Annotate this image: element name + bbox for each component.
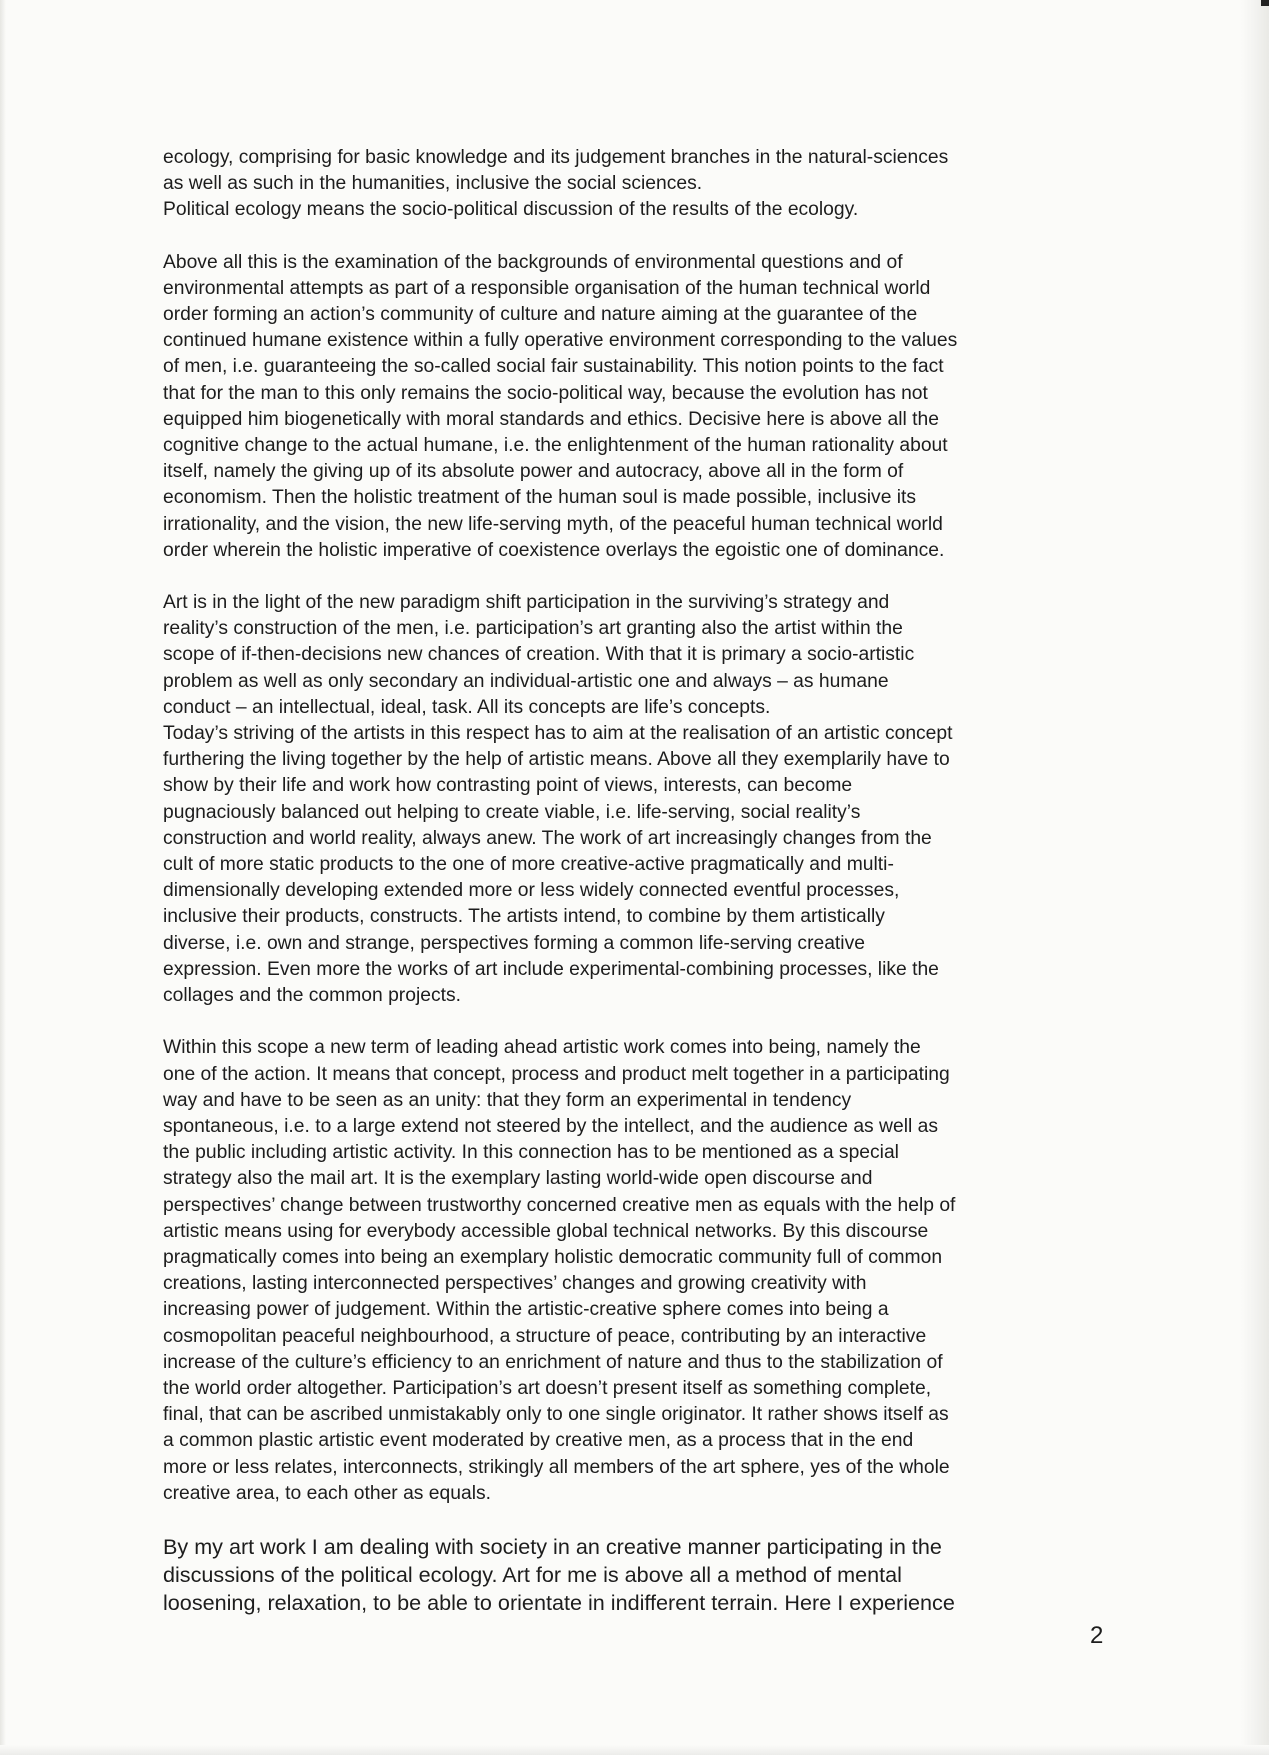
paragraph-gap <box>163 224 1108 250</box>
page-bottom-edge <box>0 1745 1269 1755</box>
page-edge-right <box>1241 0 1269 1755</box>
paragraph-art-paradigm-shift: Art is in the light of the new paradigm shift participation in the surviving’s strategy and reality’s construction of the men, i.e. participation’s art granting also the artist within the scope of if-then-decisions new chances of creation. With that it is primary a socio-artistic problem as well as only secondary an individual-artistic one and always – as humane conduct – an intellectual, ideal, task. All its concepts are life’s concepts. Today’s striving of the artists in this respect has to aim at the realisation of an artistic concept furthering the living together by the help of artistic means. Above all they exemplarily have to show by their life and work how contrasting point of views, interests, can become pugnaciously balanced out helping to create viable, i.e. life-serving, social reality’s construction and world reality, always anew. The work of art increasingly changes from the cult of more static products to the one of more creative-active pragmatically and multi- dimensionally developing extended more or less widely connected eventful processes, inclusive their products, constructs. The artists intend, to combine by them artistically diverse, i.e. own and strange, perspectives forming a common life-serving creative expression. Even more the works of art include experimental-combining processes, like the collages and the common projects. <box>163 592 953 1007</box>
paragraph-ecology: ecology, comprising for basic knowledge and its judgement branches in the natural-sciences as well as such in the humanities, inclusive the social sciences. Political ecology means the socio-political discussion of the results of the ecology. <box>163 147 949 221</box>
paragraph-gap <box>163 564 1108 590</box>
page-number: 2 <box>1090 1622 1104 1649</box>
paragraph-gap <box>163 1009 1108 1035</box>
scan-corner-mark <box>1261 0 1269 6</box>
paragraph-action-mail-art: Within this scope a new term of leading ahead artistic work comes into being, namely the one of the action. It means that concept, process and product melt together in a participating way and have to be seen as an unity: that they form an experimental in tendency spontaneous, i.e. to a large extend not steered by the intellect, and the audience as well as the public including artistic activity. In this connection has to be mentioned as a special strategy also the mail art. It is the exemplary lasting world-wide open discourse and perspectives’ change between trustworthy concerned creative men as equals with the help of artistic means using for everybody accessible global technical networks. By this discourse pragmatically comes into being an exemplary holistic democratic community full of common creations, lasting interconnected perspectives’ changes and growing creativity with increasing power of judgement. Within the artistic-creative sphere comes into being a cosmopolitan peaceful neighbourhood, a structure of peace, contributing by an interactive increase of the culture’s efficiency to an enrichment of nature and thus to the stabilization of the world order altogether. Participation’s art doesn’t present itself as something complete, final, that can be ascribed unmistakably only to one single originator. It rather shows itself as a common plastic artistic event moderated by creative men, as a process that in the end more or less relates, interconnects, strikingly all members of the art sphere, yes of the whole creative area, to each other as equals. <box>163 1037 956 1504</box>
paragraph-gap <box>163 1507 1108 1533</box>
document-body <box>163 145 1108 1618</box>
paragraph-environmental-questions: Above all this is the examination of the backgrounds of environmental questions and of environmental attempts as part of a responsible organisation of the human technical world order forming an action’s community of culture and nature aiming at the guarantee of the continued humane existence within a fully operative environment corresponding to the values of men, i.e. guaranteeing the so-called social fair sustainability. This notion points to the fact that for the man to this only remains the socio-political way, because the evolution has not equipped him biogenetically with moral standards and ethics. Decisive here is above all the cognitive change to the actual humane, i.e. the enlightenment of the human rationality about itself, namely the giving up of its absolute power and autocracy, above all in the form of economism. Then the holistic treatment of the human soul is made possible, inclusive its irrationality, and the vision, the new life-serving myth, of the peaceful human technical world order wherein the holistic imperative of coexistence overlays the egoistic one of dominance. <box>163 251 958 561</box>
page-edge-left <box>0 0 6 1755</box>
paragraph-my-art-work: By my art work I am dealing with society in an creative manner participating in the discussions of the political ecology. Art for me is above all a method of mental loosening, relaxation, to be able to orientate in indifferent terrain. Here I experience <box>163 1533 955 1616</box>
